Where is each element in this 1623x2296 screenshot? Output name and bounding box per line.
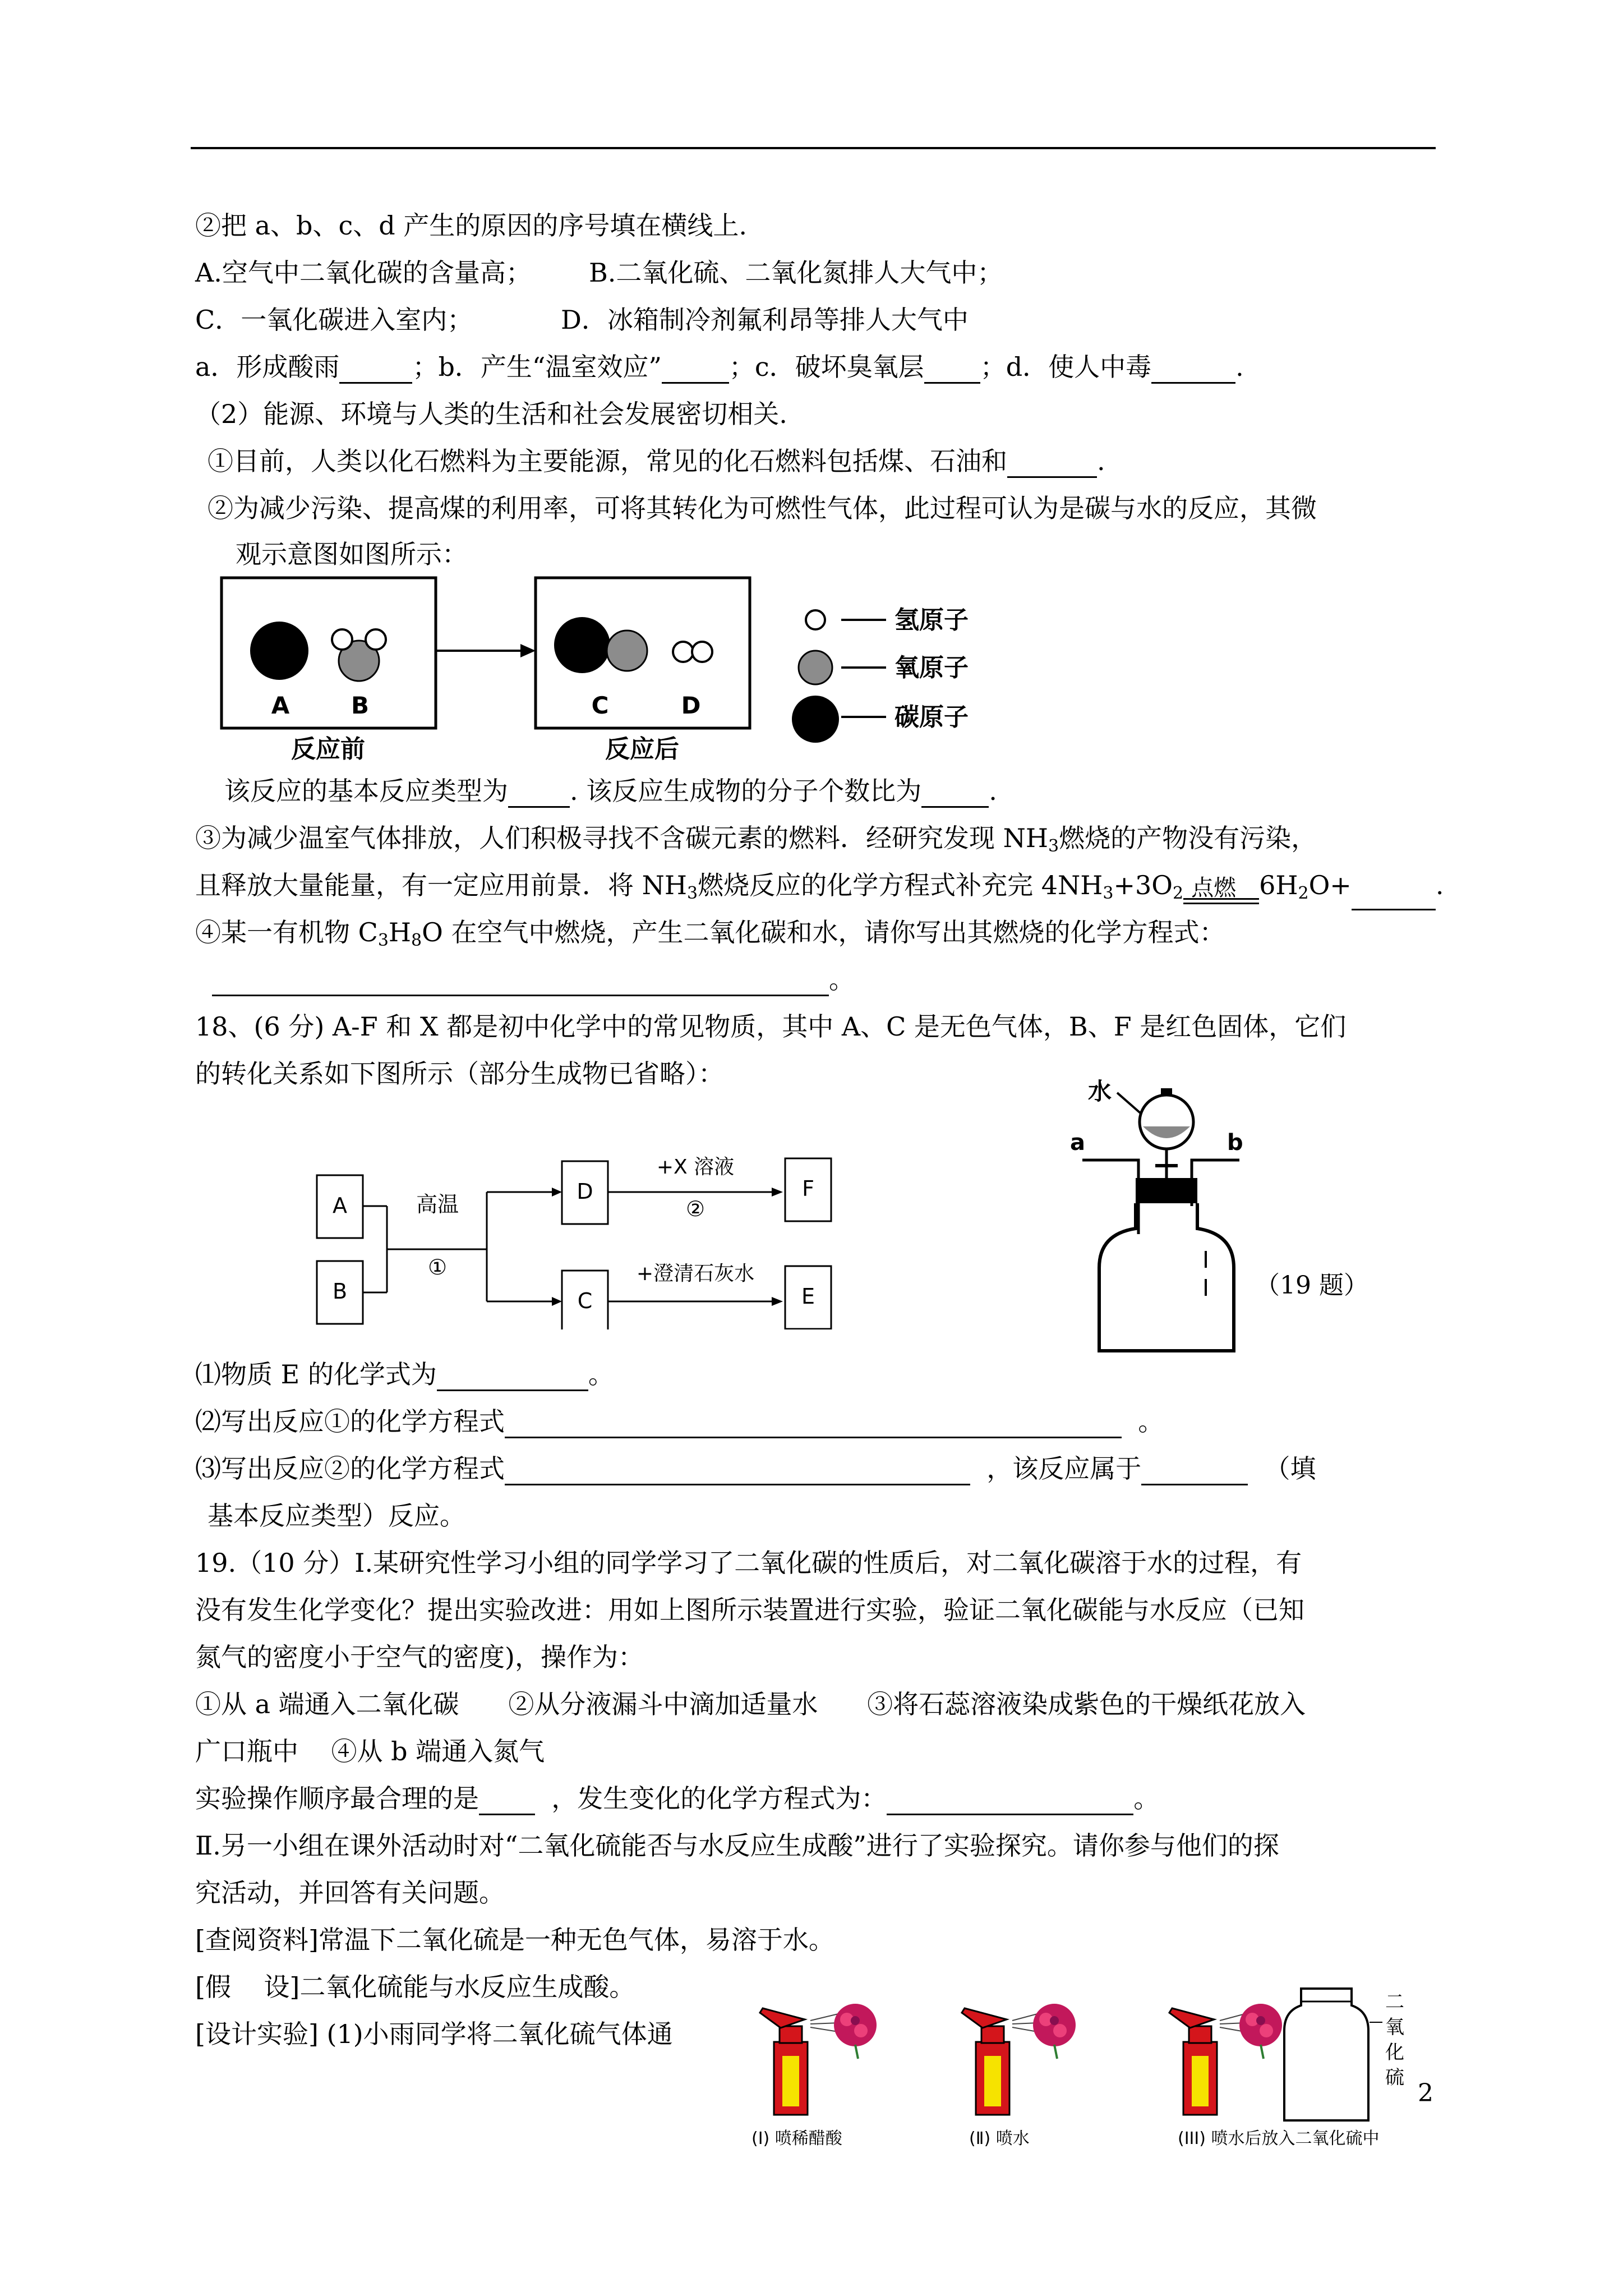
port-a-label: a: [1070, 1130, 1085, 1156]
wide-mouth-bottle: [1099, 1203, 1234, 1351]
label-d: D: [681, 692, 701, 719]
q19-operations: ①从 a 端通入二氧化碳 ②从分液漏斗中滴加适量水 ③将石蕊溶液染成紫色的干燥纸花放入: [195, 1689, 1306, 1719]
cond-x-solution: +X 溶液: [656, 1156, 735, 1179]
legend-oxygen-label: 氧原子: [895, 654, 969, 682]
conversion-flowchart: [303, 1111, 864, 1329]
answer-blank[interactable]: [1352, 884, 1436, 910]
inlet-tube-b: [1192, 1160, 1239, 1206]
answer-blank[interactable]: [505, 1459, 970, 1485]
q17-equation-blank: 。: [212, 963, 855, 996]
q17-option-d: D．冰箱制冷剂氟利昂等排人大气中: [561, 305, 969, 335]
hydrogen-atom: [673, 642, 693, 662]
svg-text:E: E: [801, 1284, 815, 1309]
flower-2: [1033, 2004, 1076, 2059]
q18-intro-cont: 的转化关系如下图所示（部分生成物已省略）：: [195, 1059, 724, 1089]
reaction-diagram: [213, 572, 1032, 763]
answer-blank[interactable]: [212, 970, 829, 996]
svg-text:A: A: [333, 1193, 347, 1218]
svg-text:氧: 氧: [1385, 2016, 1404, 2039]
q17-option-b: B.二氧化硫、二氧化氮排人大气中；: [589, 257, 1003, 288]
stopper: [1136, 1178, 1197, 1203]
q19-hypothesis: [假 设]二氧化硫能与水反应生成酸。: [195, 1972, 635, 2002]
q17-part2-title: （2）能源、环境与人类的生活和社会发展密切相关.: [195, 399, 787, 429]
answer-blank[interactable]: [921, 781, 989, 808]
q17-instruction: ②把 a、b、c、d 产生的原因的序号填在横线上.: [195, 210, 747, 241]
cond-high-temp: 高温: [416, 1192, 459, 1217]
q17-nh3-equation: 且释放大量能量，有一定应用前景．将 $NH_3$燃烧反应的化学方程式补充完 $4NH_3+3O_2$ 点燃 $6H_2O+$ .: [195, 868, 1444, 910]
q18-intro: 18、(6 分) A-F 和 X 都是初中化学中的常见物质，其中 A、C 是无色气体，B、F 是红色固体，它们: [195, 1011, 1347, 1042]
q19-experiment-design: [设计实验] (1)小雨同学将二氧化硫气体通: [195, 2019, 673, 2049]
reaction-2-label: ②: [685, 1197, 706, 1221]
carbon-atom: [250, 622, 308, 680]
hydrogen-atom: [366, 629, 386, 650]
answer-blank[interactable]: [887, 1789, 1133, 1815]
q17-diagram-intro: 观示意图如图所示：: [236, 539, 468, 569]
answer-blank[interactable]: [1007, 452, 1097, 478]
answer-blank[interactable]: [508, 781, 570, 808]
answer-blank[interactable]: [662, 357, 729, 384]
legend-carbon: [792, 696, 839, 743]
q17-fossil-fuels: ①目前，人类以化石燃料为主要能源，常见的化石燃料包括煤、石油和 .: [208, 444, 1105, 478]
q17-coal-conversion: ②为减少污染、提高煤的利用率，可将其转化为可燃性气体，此过程可认为是碳与水的反应，其微: [208, 493, 1317, 523]
svg-text:B: B: [332, 1279, 348, 1304]
svg-text:化: 化: [1385, 2041, 1404, 2064]
q17-organic-combustion: ④某一有机物 $C_3H_8O$ 在空气中燃烧，产生二氧化碳和水，请你写出其燃烧的化学方程式：: [195, 917, 1225, 950]
gas-bottle-apparatus: [1066, 1066, 1251, 1358]
ignite-condition: 点燃: [1183, 879, 1259, 910]
port-b-label: b: [1227, 1130, 1243, 1156]
legend-oxygen: [799, 651, 832, 684]
label-b: B: [351, 692, 370, 719]
answer-blank[interactable]: [924, 357, 980, 384]
q19-operations-cont: 广口瓶中 ④从 b 端通入氮气: [195, 1736, 545, 1766]
svg-text:硫: 硫: [1385, 2067, 1404, 2089]
oxygen-atom: [607, 631, 647, 671]
hydrogen-atom: [332, 629, 352, 650]
q18-sub3-cont: 基本反应类型）反应。: [208, 1501, 465, 1531]
q17-nh3-intro: ③为减少温室气体排放，人们积极寻找不含碳元素的燃料．经研究发现 $NH_3$燃烧的产物没有污染，: [195, 823, 1317, 856]
svg-text:二: 二: [1385, 1991, 1404, 2013]
cond-limewater: +澄清石灰水: [636, 1262, 755, 1285]
answer-blank[interactable]: [1151, 357, 1235, 384]
q17-reaction-type: 该反应的基本反应类型为 . 该反应生成物的分子个数比为 .: [224, 774, 997, 808]
q19-part2-intro-cont: 究活动，并回答有关问题。: [195, 1878, 505, 1908]
label-c: C: [591, 692, 609, 719]
legend-carbon-label: 碳原子: [895, 703, 969, 731]
q17-option-a: A.空气中二氧化碳的含量高；: [195, 257, 532, 288]
page-number: 2: [1418, 2079, 1433, 2108]
spray-bottle-2: [962, 2004, 1076, 2115]
answer-blank[interactable]: [1141, 1459, 1248, 1485]
spray-experiment-figure: [740, 1986, 1408, 2148]
q19-intro-3: 氮气的密度小于空气的密度)，操作为：: [195, 1642, 644, 1672]
q19-references: [查阅资料]常温下二氧化硫是一种无色气体，易溶于水。: [195, 1925, 834, 1955]
after-label: 反应后: [605, 735, 679, 763]
caption-1: (I) 喷稀醋酸: [751, 2129, 842, 2148]
spray-bottle-3: [1169, 2004, 1282, 2115]
spray-bottle-1: [760, 2004, 877, 2115]
so2-jar: [1284, 1989, 1368, 2120]
flower-3: [1239, 2004, 1282, 2059]
answer-blank[interactable]: [339, 357, 412, 384]
svg-text:C: C: [577, 1289, 593, 1313]
before-label: 反应前: [291, 735, 365, 763]
q18-sub3: ⑶写出反应②的化学方程式 ，该反应属于 （填: [195, 1452, 1316, 1485]
caption-2: (Ⅱ) 喷水: [969, 2129, 1030, 2148]
q19-intro: 19.（10 分）Ⅰ.某研究性学习小组的同学学习了二氧化碳的性质后，对二氧化碳溶于水的过程，有: [195, 1548, 1302, 1578]
q18-sub2: ⑵写出反应①的化学方程式 。: [195, 1405, 1164, 1438]
label-a: A: [271, 692, 290, 719]
answer-blank[interactable]: [479, 1789, 535, 1815]
q19-intro-2: 没有发生化学变化？提出实验改进：用如上图所示装置进行实验，验证二氧化碳能与水反应（已知: [195, 1595, 1304, 1625]
arrow-head: [520, 644, 536, 657]
answer-blank[interactable]: [505, 1412, 1122, 1438]
flower-1: [834, 2004, 877, 2059]
q18-sub1: ⑴物质 E 的化学式为 。: [195, 1358, 614, 1391]
q19-part2-intro: Ⅱ.另一小组在课外活动时对“二氧化硫能否与水反应生成酸”进行了实验探究。请你参与他们的探: [195, 1830, 1279, 1861]
q19-order-question: 实验操作顺序最合理的是 ，发生变化的化学方程式为： 。: [195, 1782, 1159, 1815]
separatory-funnel: [1140, 1095, 1193, 1149]
legend-hydrogen-label: 氢原子: [895, 606, 969, 634]
water-label: 水: [1088, 1078, 1112, 1105]
q17-blanks-row: a．形成酸雨 ；b．产生“温室效应” ；c．破坏臭氧层 ；d．使人中毒 .: [195, 350, 1244, 384]
fig-caption-19: （19 题）: [1255, 1271, 1368, 1300]
svg-text:D: D: [577, 1179, 593, 1204]
inlet-tube-a: [1082, 1160, 1138, 1234]
svg-text:F: F: [802, 1176, 814, 1201]
header-rule: [191, 147, 1436, 149]
carbon-atom: [554, 617, 610, 673]
answer-blank[interactable]: [437, 1365, 588, 1391]
hydrogen-atom: [692, 642, 712, 662]
q17-option-c: C．一氧化碳进入室内；: [195, 305, 473, 335]
reaction-1-label: ①: [427, 1255, 448, 1280]
legend-hydrogen: [806, 610, 825, 629]
caption-3: (III) 喷水后放入二氧化硫中: [1178, 2129, 1380, 2148]
